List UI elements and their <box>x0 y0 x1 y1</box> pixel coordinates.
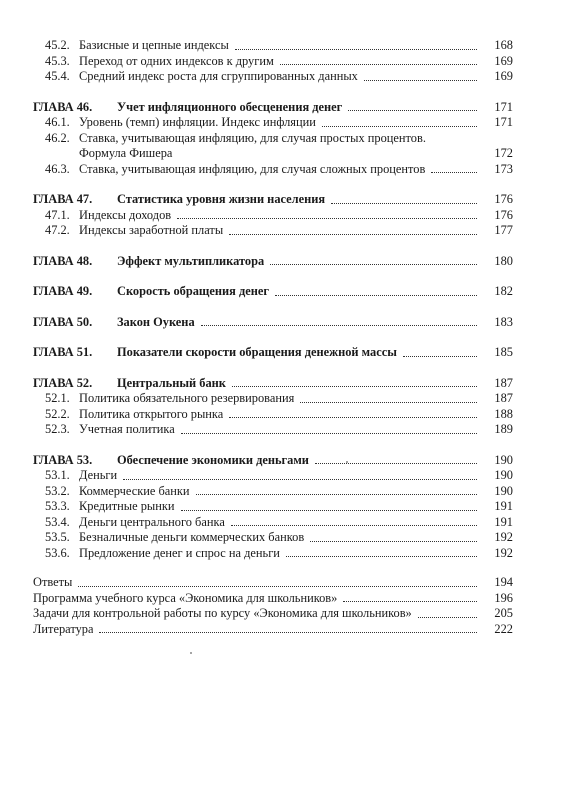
section-title: Деньги центрального банка <box>79 514 225 529</box>
section-number: 46.3. <box>45 161 70 176</box>
dot-leader <box>331 203 477 204</box>
chapter-title: Показатели скорости обращения денежной массы <box>117 345 397 359</box>
dot-leader <box>196 494 477 495</box>
dot-leader <box>181 433 477 434</box>
toc-entry <box>33 499 513 515</box>
table-of-contents <box>33 38 513 637</box>
section-number: 45.4. <box>45 69 70 83</box>
dot-leader <box>201 325 477 326</box>
dot-leader <box>78 586 477 587</box>
chapter-title: Скорость обращения денег <box>117 284 269 298</box>
section-title: Безналичные деньги коммерческих банков <box>79 530 305 544</box>
chapter-number: ГЛАВА 51. <box>33 345 93 359</box>
page-number: 188 <box>494 406 513 421</box>
page-number: 176 <box>494 192 513 206</box>
page-number: 187 <box>494 391 513 405</box>
section-title: Политика открытого рынка <box>79 406 224 421</box>
page-number: 172 <box>494 146 513 160</box>
toc-entry <box>33 208 513 224</box>
toc-entry <box>33 546 513 562</box>
page-number: 192 <box>494 545 513 560</box>
section-number: 53.3. <box>45 499 70 513</box>
dot-leader <box>181 510 477 511</box>
chapter-number: ГЛАВА 46. <box>33 99 93 114</box>
page-number: 190 <box>494 483 513 498</box>
dot-leader <box>364 80 477 81</box>
toc-entry <box>33 131 513 147</box>
section-title: Базисные и цепные индексы <box>79 38 229 52</box>
page-number: 191 <box>494 499 513 513</box>
page-number: 194 <box>494 575 513 589</box>
section-title: Индексы доходов <box>79 207 172 222</box>
toc-chapter <box>33 254 513 270</box>
section-number: 52.1. <box>45 391 70 405</box>
chapter-title: Статистика уровня жизни населения <box>117 192 326 206</box>
scan-speck <box>346 461 348 463</box>
toc-entry <box>33 115 513 131</box>
toc-entry <box>33 622 513 638</box>
section-title: Литература <box>33 621 94 636</box>
toc-entry <box>33 575 513 591</box>
section-number: 53.2. <box>45 483 70 498</box>
section-number: 45.2. <box>45 38 70 52</box>
dot-leader <box>270 264 477 265</box>
section-number: 47.1. <box>45 207 70 222</box>
section-title: Коммерческие банки <box>79 483 190 498</box>
page-number: 190 <box>494 468 513 482</box>
chapter-number: ГЛАВА 50. <box>33 314 93 329</box>
toc-entry <box>33 515 513 531</box>
toc-entry <box>33 591 513 607</box>
dot-leader <box>348 110 477 111</box>
toc-chapter <box>33 100 513 116</box>
section-title: Программа учебного курса «Экономика для школьников» <box>33 590 338 605</box>
dot-leader <box>418 617 477 618</box>
section-title: Переход от одних индексов к другим <box>79 53 274 68</box>
dot-leader <box>123 479 477 480</box>
section-title: Кредитные рынки <box>79 499 175 513</box>
section-number: 53.6. <box>45 545 70 560</box>
section-title: Индексы заработной платы <box>79 223 224 237</box>
dot-leader <box>310 541 477 542</box>
toc-chapter <box>33 192 513 208</box>
chapter-number: ГЛАВА 52. <box>33 375 93 390</box>
section-number: 46.1. <box>45 115 70 129</box>
chapter-number: ГЛАВА 53. <box>33 452 93 467</box>
scan-speck <box>190 652 192 654</box>
section-title: Предложение денег и спрос на деньги <box>79 545 280 560</box>
page-number: 192 <box>494 530 513 544</box>
toc-entry <box>33 223 513 239</box>
section-number: 45.3. <box>45 53 70 68</box>
page-number: 205 <box>494 606 513 620</box>
dot-leader <box>235 49 477 50</box>
chapter-title: Эффект мультипликатора <box>117 253 265 268</box>
toc-entry <box>33 69 513 85</box>
section-title-continuation: Формула Фишера <box>79 146 173 160</box>
page-number: 169 <box>494 69 513 83</box>
chapter-number: ГЛАВА 47. <box>33 192 93 206</box>
toc-entry <box>33 606 513 622</box>
section-title: Политика обязательного резервирования <box>79 391 295 405</box>
section-title: Ставка, учитывающая инфляцию, для случая сложных процентов <box>79 161 426 176</box>
chapter-title: Центральный банк <box>117 375 226 390</box>
section-number: 53.1. <box>45 468 70 482</box>
toc-entry <box>33 38 513 54</box>
dot-leader <box>275 295 477 296</box>
page-number: 196 <box>494 590 513 605</box>
toc-chapter <box>33 315 513 331</box>
toc-entry <box>33 162 513 178</box>
chapter-number: ГЛАВА 48. <box>33 253 93 268</box>
dot-leader <box>229 234 477 235</box>
page-number: 180 <box>494 253 513 268</box>
page-number: 169 <box>494 53 513 68</box>
section-number: 53.5. <box>45 530 70 544</box>
section-title: Средний индекс роста для сгруппированных данных <box>79 69 358 83</box>
chapter-number: ГЛАВА 49. <box>33 284 93 298</box>
dot-leader <box>232 386 477 387</box>
dot-leader <box>99 632 477 633</box>
toc-chapter <box>33 376 513 392</box>
toc-chapter <box>33 345 513 361</box>
dot-leader <box>431 172 477 173</box>
page-number: 183 <box>494 314 513 329</box>
section-number: 47.2. <box>45 223 70 237</box>
dot-leader <box>343 601 477 602</box>
chapter-title: Учет инфляционного обесценения денег <box>117 99 343 114</box>
dot-leader <box>300 402 477 403</box>
page-number: 191 <box>494 514 513 529</box>
section-number: 46.2. <box>45 130 70 145</box>
section-title: Деньги <box>79 468 118 482</box>
section-title: Ответы <box>33 575 73 589</box>
dot-leader <box>315 463 477 464</box>
dot-leader <box>286 556 477 557</box>
section-title: Ставка, учитывающая инфляцию, для случая простых процентов. <box>79 130 426 145</box>
dot-leader <box>229 417 477 418</box>
page-number: 190 <box>494 452 513 467</box>
section-number: 52.3. <box>45 422 70 436</box>
chapter-title: Закон Оукена <box>117 314 195 329</box>
toc-entry <box>33 484 513 500</box>
chapter-title: Обеспечение экономики деньгами <box>117 452 309 467</box>
toc-chapter <box>33 284 513 300</box>
section-number: 53.4. <box>45 514 70 529</box>
page-number: 189 <box>494 422 513 436</box>
toc-entry <box>33 391 513 407</box>
page-number: 187 <box>494 375 513 390</box>
page-number: 171 <box>494 99 513 114</box>
section-title: Уровень (темп) инфляции. Индекс инфляции <box>79 115 316 129</box>
section-title: Задачи для контрольной работы по курсу «Экономика для школьников» <box>33 606 412 620</box>
section-number: 52.2. <box>45 406 70 421</box>
dot-leader <box>231 525 477 526</box>
page-number: 182 <box>494 284 513 298</box>
page-number: 185 <box>494 345 513 359</box>
toc-entry <box>33 530 513 546</box>
dot-leader <box>177 218 477 219</box>
toc-chapter <box>33 453 513 469</box>
page-number: 171 <box>494 115 513 129</box>
toc-entry <box>33 468 513 484</box>
toc-entry <box>33 422 513 438</box>
page-number: 222 <box>494 621 513 636</box>
toc-entry <box>33 54 513 70</box>
page-number: 168 <box>494 38 513 52</box>
dot-leader <box>403 356 477 357</box>
page-number: 176 <box>494 207 513 222</box>
page-number: 177 <box>494 223 513 237</box>
toc-entry-continuation <box>33 146 513 162</box>
dot-leader <box>280 64 477 65</box>
page-number: 173 <box>494 161 513 176</box>
section-title: Учетная политика <box>79 422 175 436</box>
toc-entry <box>33 407 513 423</box>
dot-leader <box>322 126 477 127</box>
